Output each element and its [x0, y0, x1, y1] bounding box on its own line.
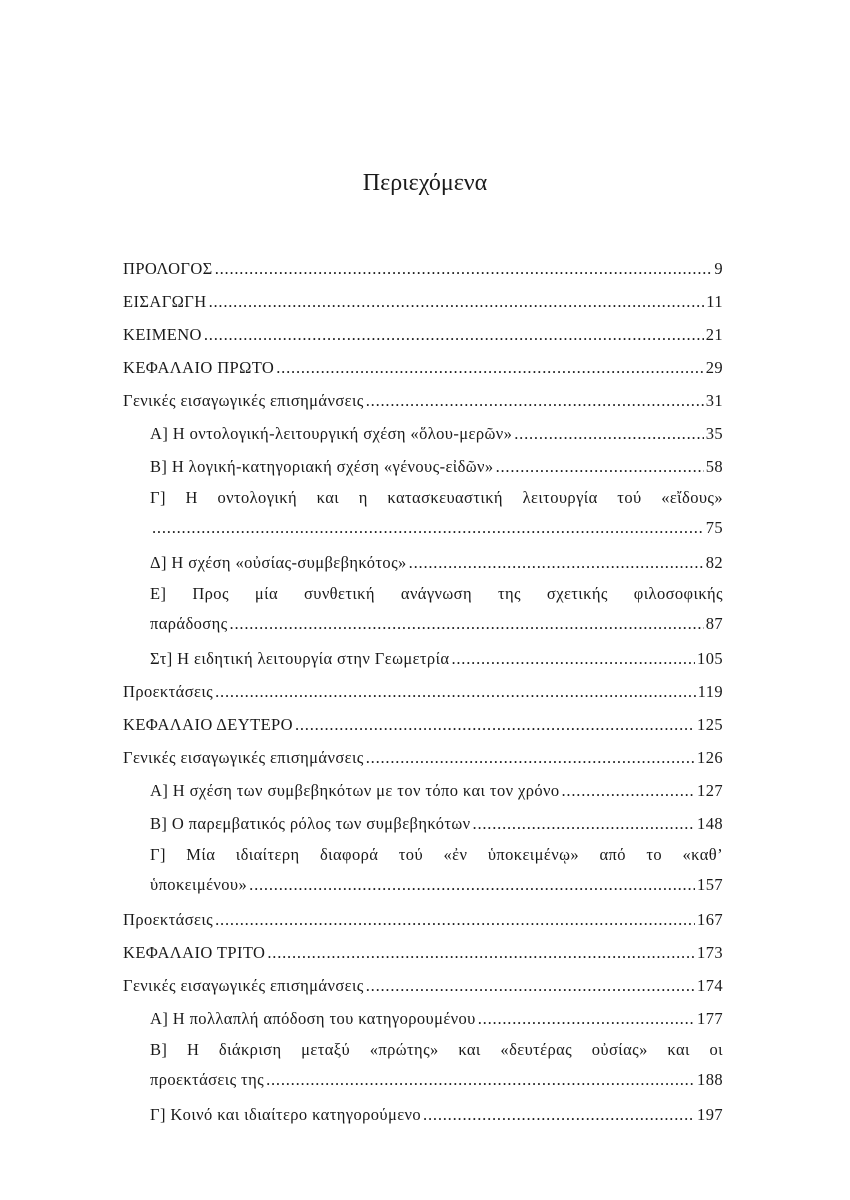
toc-entry-page: 197: [697, 1105, 723, 1124]
toc-entry-page: 21: [705, 325, 723, 344]
toc-entry-page: 148: [697, 814, 723, 833]
toc-entry-label: Γ] Μία ιδιαίτερη διαφορά τού «ἐν ὑποκειμένῳ» από το «καθ’: [150, 845, 723, 864]
toc-entry-label: Προεκτάσεις: [123, 682, 214, 701]
toc-entry: [123, 384, 723, 417]
toc-entry: [123, 675, 723, 708]
toc-entry-label: ΕΙΣΑΓΩΓΗ: [123, 292, 207, 311]
dot-leader: [473, 807, 696, 840]
toc-entry-label: Ε] Προς μία συνθετική ανάγνωση της σχετικής φιλοσοφικής: [150, 584, 723, 603]
toc-entry-label: Γενικές εισαγωγικές επισημάνσεις: [123, 976, 364, 995]
toc-entry: [123, 936, 723, 969]
dot-leader: [295, 708, 695, 741]
toc-entry-label-continued: προεκτάσεις της: [150, 1070, 265, 1089]
dot-leader: [423, 1098, 695, 1131]
toc-entry-label: Δ] Η σχέση «οὐσίας-συμβεβηκότος»: [150, 553, 407, 572]
toc-entry-label-continued: ὑποκειμένου»: [150, 875, 248, 894]
toc-entry: [123, 318, 723, 351]
toc-entry: [150, 840, 723, 903]
toc-entry: [123, 252, 723, 285]
toc-entry: [150, 642, 723, 675]
toc-entry-label: Α] Η οντολογική-λειτουργική σχέση «ὅλου-μερῶν»: [150, 424, 513, 443]
toc-entry-page: 157: [697, 875, 723, 894]
dot-leader: [267, 936, 695, 969]
toc-entry-page: 177: [697, 1009, 723, 1028]
toc-entry-page: 11: [706, 292, 723, 311]
toc-entry-page: 127: [697, 781, 723, 800]
toc-entry-label: Γ] Η οντολογική και η κατασκευαστική λειτουργία τού «εἴδους»: [150, 488, 723, 507]
dot-leader: [514, 417, 703, 450]
toc-entry: [150, 807, 723, 840]
toc-entry-label: Γ] Κοινό και ιδιαίτερο κατηγορούμενο: [150, 1105, 422, 1124]
toc-entry-label: Α] Η σχέση των συμβεβηκότων με τον τόπο και τον χρόνο: [150, 781, 560, 800]
toc-entry-label: ΚΕΦΑΛΑΙΟ ΤΡΙΤΟ: [123, 943, 266, 962]
toc-entry: [150, 1098, 723, 1131]
toc-entry-label: Β] Ο παρεμβατικός ρόλος των συμβεβηκότων: [150, 814, 471, 833]
toc-entry-page: 9: [714, 259, 723, 278]
toc-entry-label: Γενικές εισαγωγικές επισημάνσεις: [123, 748, 364, 767]
dot-leader: [230, 609, 704, 639]
dot-leader: [366, 384, 704, 417]
toc-entry: [123, 285, 723, 318]
dot-leader: [152, 513, 704, 543]
toc-entry: [150, 1002, 723, 1035]
page-title: Περιεχόμενα: [362, 170, 488, 196]
toc-entry-label: Στ] Η ειδητική λειτουργία στην Γεωμετρία: [150, 649, 450, 668]
dot-leader: [276, 351, 703, 384]
toc-entry: [123, 351, 723, 384]
toc-entry: [150, 417, 723, 450]
dot-leader: [496, 450, 704, 483]
toc-entry-page: 167: [697, 910, 723, 929]
toc-entry-page: 87: [705, 614, 723, 633]
toc-entry-label: Α] Η πολλαπλή απόδοση του κατηγορουμένου: [150, 1009, 476, 1028]
toc-entry-page: 105: [697, 649, 723, 668]
toc-entry: [150, 450, 723, 483]
toc-entry: [150, 579, 723, 642]
toc-entry: [123, 969, 723, 1002]
toc-entry-page: 29: [705, 358, 723, 377]
toc-entry-page: 174: [697, 976, 723, 995]
toc-entry: [150, 483, 723, 546]
table-of-contents: [123, 252, 723, 1131]
dot-leader: [215, 675, 696, 708]
toc-entry-page: 75: [705, 518, 723, 537]
dot-leader: [409, 546, 704, 579]
toc-entry-label: ΚΕΦΑΛΑΙΟ ΔΕΥΤΕΡΟ: [123, 715, 293, 734]
toc-entry-label: ΚΕΙΜΕΝΟ: [123, 325, 202, 344]
toc-entry-page: 126: [697, 748, 723, 767]
toc-entry-page: 188: [697, 1070, 723, 1089]
toc-entry: [123, 741, 723, 774]
dot-leader: [204, 318, 704, 351]
toc-entry-label: Β] Η λογική-κατηγοριακή σχέση «γένους-εἰδῶν»: [150, 457, 494, 476]
toc-entry: [150, 1035, 723, 1098]
toc-entry-label: Γενικές εισαγωγικές επισημάνσεις: [123, 391, 364, 410]
toc-entry-label: ΚΕΦΑΛΑΙΟ ΠΡΩΤΟ: [123, 358, 275, 377]
toc-entry-label-continued: παράδοσης: [150, 614, 228, 633]
toc-entry-page: 58: [705, 457, 723, 476]
toc-entry-page: 31: [705, 391, 723, 410]
dot-leader: [366, 741, 695, 774]
toc-entry-page: 173: [697, 943, 723, 962]
dot-leader: [366, 969, 695, 1002]
dot-leader: [215, 903, 695, 936]
dot-leader: [266, 1065, 695, 1095]
dot-leader: [249, 870, 695, 900]
toc-entry: [150, 774, 723, 807]
toc-entry-label: ΠΡΟΛΟΓΟΣ: [123, 259, 213, 278]
dot-leader: [209, 285, 705, 318]
dot-leader: [478, 1002, 695, 1035]
toc-entry: [123, 708, 723, 741]
toc-entry: [150, 546, 723, 579]
toc-entry-label: Β] Η διάκριση μεταξύ «πρώτης» και «δευτέρας οὐσίας» και οι: [150, 1040, 723, 1059]
dot-leader: [562, 774, 696, 807]
dot-leader: [451, 642, 695, 675]
toc-entry-page: 125: [697, 715, 723, 734]
toc-entry-page: 119: [697, 682, 723, 701]
toc-entry-page: 82: [705, 553, 723, 572]
toc-entry: [123, 903, 723, 936]
dot-leader: [215, 252, 713, 285]
toc-entry-label: Προεκτάσεις: [123, 910, 214, 929]
toc-entry-page: 35: [705, 424, 723, 443]
